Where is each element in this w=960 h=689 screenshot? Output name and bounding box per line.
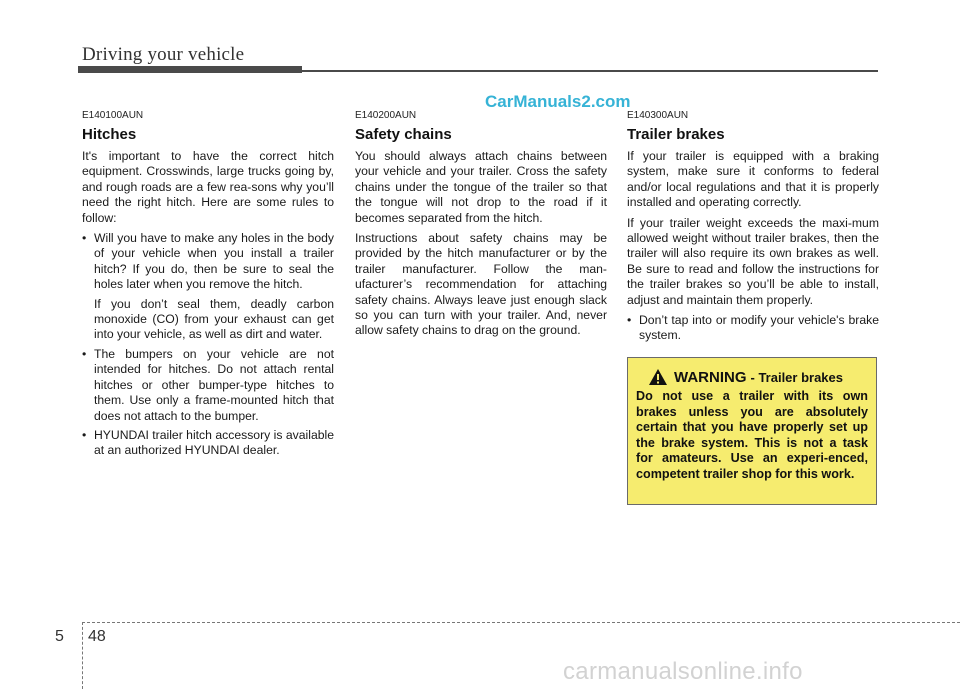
paragraph: If your trailer weight exceeds the maxi-mum allowed weight without trailer brakes, then the trailer will also require its own brakes as well. Be sure to read and follow the instructions for the trailer brakes so you’ll be able to install, adjust and maintain them properly. — [627, 215, 879, 307]
section-heading: Hitches — [82, 126, 137, 143]
bullet-list — [82, 231, 334, 459]
paragraph: It's important to have the correct hitch equipment. Crosswinds, large trucks going by, and rough roads are a few rea-sons why you’ll need the right hitch. Here are some rules to follow: — [82, 149, 334, 225]
list-item-subtext: If you don’t seal them, deadly carbon monoxide (CO) from your exhaust can get into your vehicle, as well as dirt and water. — [94, 296, 334, 342]
paragraph: Instructions about safety chains may be provided by the hitch manufacturer or by the trailer manufacturer. Follow the man-ufacturer’s recommendation for attaching safety chains. Always leave just enough slack so you can turn with your trailer. And, never allow safety chains to drag on the ground. — [355, 231, 607, 338]
list-item — [82, 428, 334, 459]
list-item-text: Will you have to make any holes in the body of your vehicle when you install a trailer hitch? If you do, then be sure to seal the holes later when you remove the hitch. — [94, 231, 334, 292]
column-safety-chains — [355, 110, 607, 344]
warning-title: WARNING — [674, 368, 747, 386]
column-trailer-brakes — [627, 110, 879, 348]
warning-subtitle: - Trailer brakes — [750, 369, 843, 385]
list-item — [82, 347, 334, 424]
header-rule — [302, 70, 878, 72]
list-item-text: Don’t tap into or modify your vehicle's brake system. — [639, 313, 879, 343]
warning-header — [636, 368, 868, 386]
paragraph: If your trailer is equipped with a braking system, make sure it conforms to federal and/or local regulations and that it is properly installed and operating correctly. — [627, 149, 879, 210]
warning-triangle-icon — [648, 368, 668, 386]
footer-rule — [82, 622, 960, 623]
footer-divider — [82, 622, 83, 689]
section-number: 5 — [55, 628, 64, 645]
watermark-bottom[interactable]: carmanualsonline.info — [563, 658, 803, 685]
bullet-list — [627, 313, 879, 344]
paragraph: You should always attach chains between your vehicle and your trailer. Cross the safety chains under the tongue of the trailer so that the tongue will not drop to the road if it becomes separated from the hitch. — [355, 149, 607, 225]
section-heading: Trailer brakes — [627, 126, 725, 143]
warning-box — [627, 357, 877, 505]
watermark-top[interactable]: CarManuals2.com — [485, 92, 631, 111]
warning-body: Do not use a trailer with its own brakes unless you are absolutely certain that you have properly set up the brake system. This is not a task for amateurs. Use an experi-enced, competent trailer shop for this work. — [636, 389, 868, 481]
header-bar — [78, 66, 302, 73]
page-number: 48 — [88, 628, 106, 645]
section-code: E140200AUN — [355, 110, 417, 121]
column-hitches — [82, 110, 334, 463]
list-item-text: The bumpers on your vehicle are not intended for hitches. Do not attach rental hitches or other bumper-type hitches to them. Use only a frame-mounted hitch that does not attach to the bumper. — [94, 346, 334, 423]
section-heading: Safety chains — [355, 126, 452, 143]
list-item — [627, 313, 879, 344]
section-code: E140100AUN — [82, 110, 144, 121]
header-title: Driving your vehicle — [82, 44, 245, 65]
section-code: E140300AUN — [627, 110, 689, 121]
list-item-text: HYUNDAI trailer hitch accessory is available at an authorized HYUNDAI dealer. — [94, 427, 334, 458]
list-item — [82, 231, 334, 343]
